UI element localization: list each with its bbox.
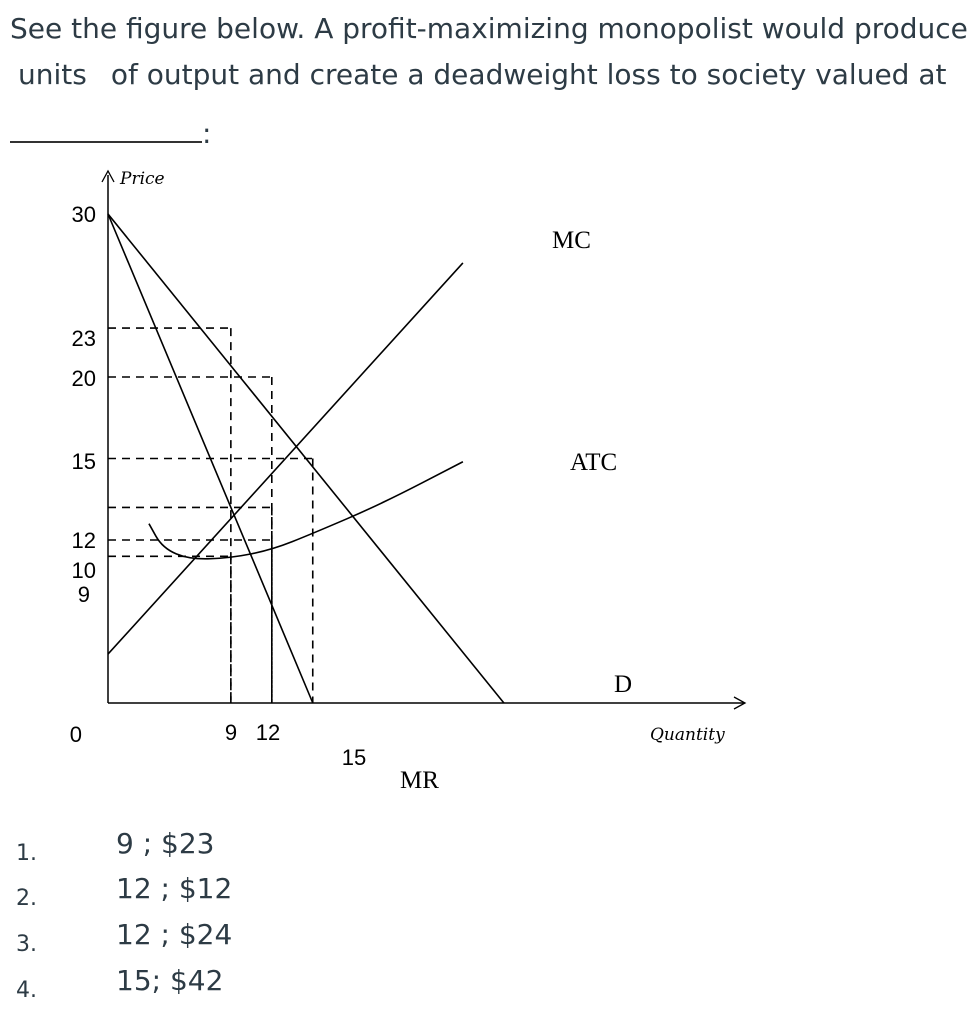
ytick-12: 12 <box>71 528 96 553</box>
option-2-text[interactable]: 12 ; $12 <box>116 872 233 905</box>
ytick-15: 15 <box>71 449 96 474</box>
answer-blank <box>10 114 211 154</box>
ytick-23: 23 <box>71 326 96 351</box>
curve-atc <box>149 462 463 559</box>
ytick-30: 30 <box>71 202 96 227</box>
option-2-number: 2. <box>16 886 37 911</box>
question-line-2 <box>18 52 947 98</box>
xtick-12: 12 <box>255 720 281 745</box>
mr-label: MR <box>400 767 439 794</box>
option-3-text[interactable]: 12 ; $24 <box>116 918 233 951</box>
x-axis-label: Quantity <box>650 725 725 745</box>
ytick-20: 20 <box>71 366 96 391</box>
question-line-1: See the figure below. A profit-maximizing monopolist would produce <box>10 12 968 45</box>
option-3-number: 3. <box>16 932 37 957</box>
option-4-text[interactable]: 15; $42 <box>116 964 224 997</box>
ytick-10: 10 <box>71 558 96 583</box>
option-1-number: 1. <box>16 841 37 866</box>
ytick-0: 0 <box>69 722 82 747</box>
mc-label: MC <box>552 227 591 254</box>
ytick-9: 9 <box>77 582 90 607</box>
guide-lines <box>108 328 313 703</box>
mr-intercept-label: 15 <box>341 745 367 770</box>
demand-label: D <box>614 671 633 698</box>
chart-labels <box>70 169 725 794</box>
atc-label: ATC <box>570 449 618 476</box>
option-4-number: 4. <box>16 978 37 1003</box>
question-units-word: units <box>18 58 87 91</box>
y-axis-label: Price <box>120 169 165 189</box>
option-1-text[interactable]: 9 ; $23 <box>116 827 215 860</box>
monopoly-chart <box>0 150 972 810</box>
answer-blank-suffix: : <box>202 117 212 150</box>
axes <box>102 171 745 709</box>
question-line-2-rest: of output and create a deadweight loss to society valued at <box>110 58 947 91</box>
curve-mc <box>108 263 463 654</box>
xtick-9: 9 <box>224 720 238 745</box>
